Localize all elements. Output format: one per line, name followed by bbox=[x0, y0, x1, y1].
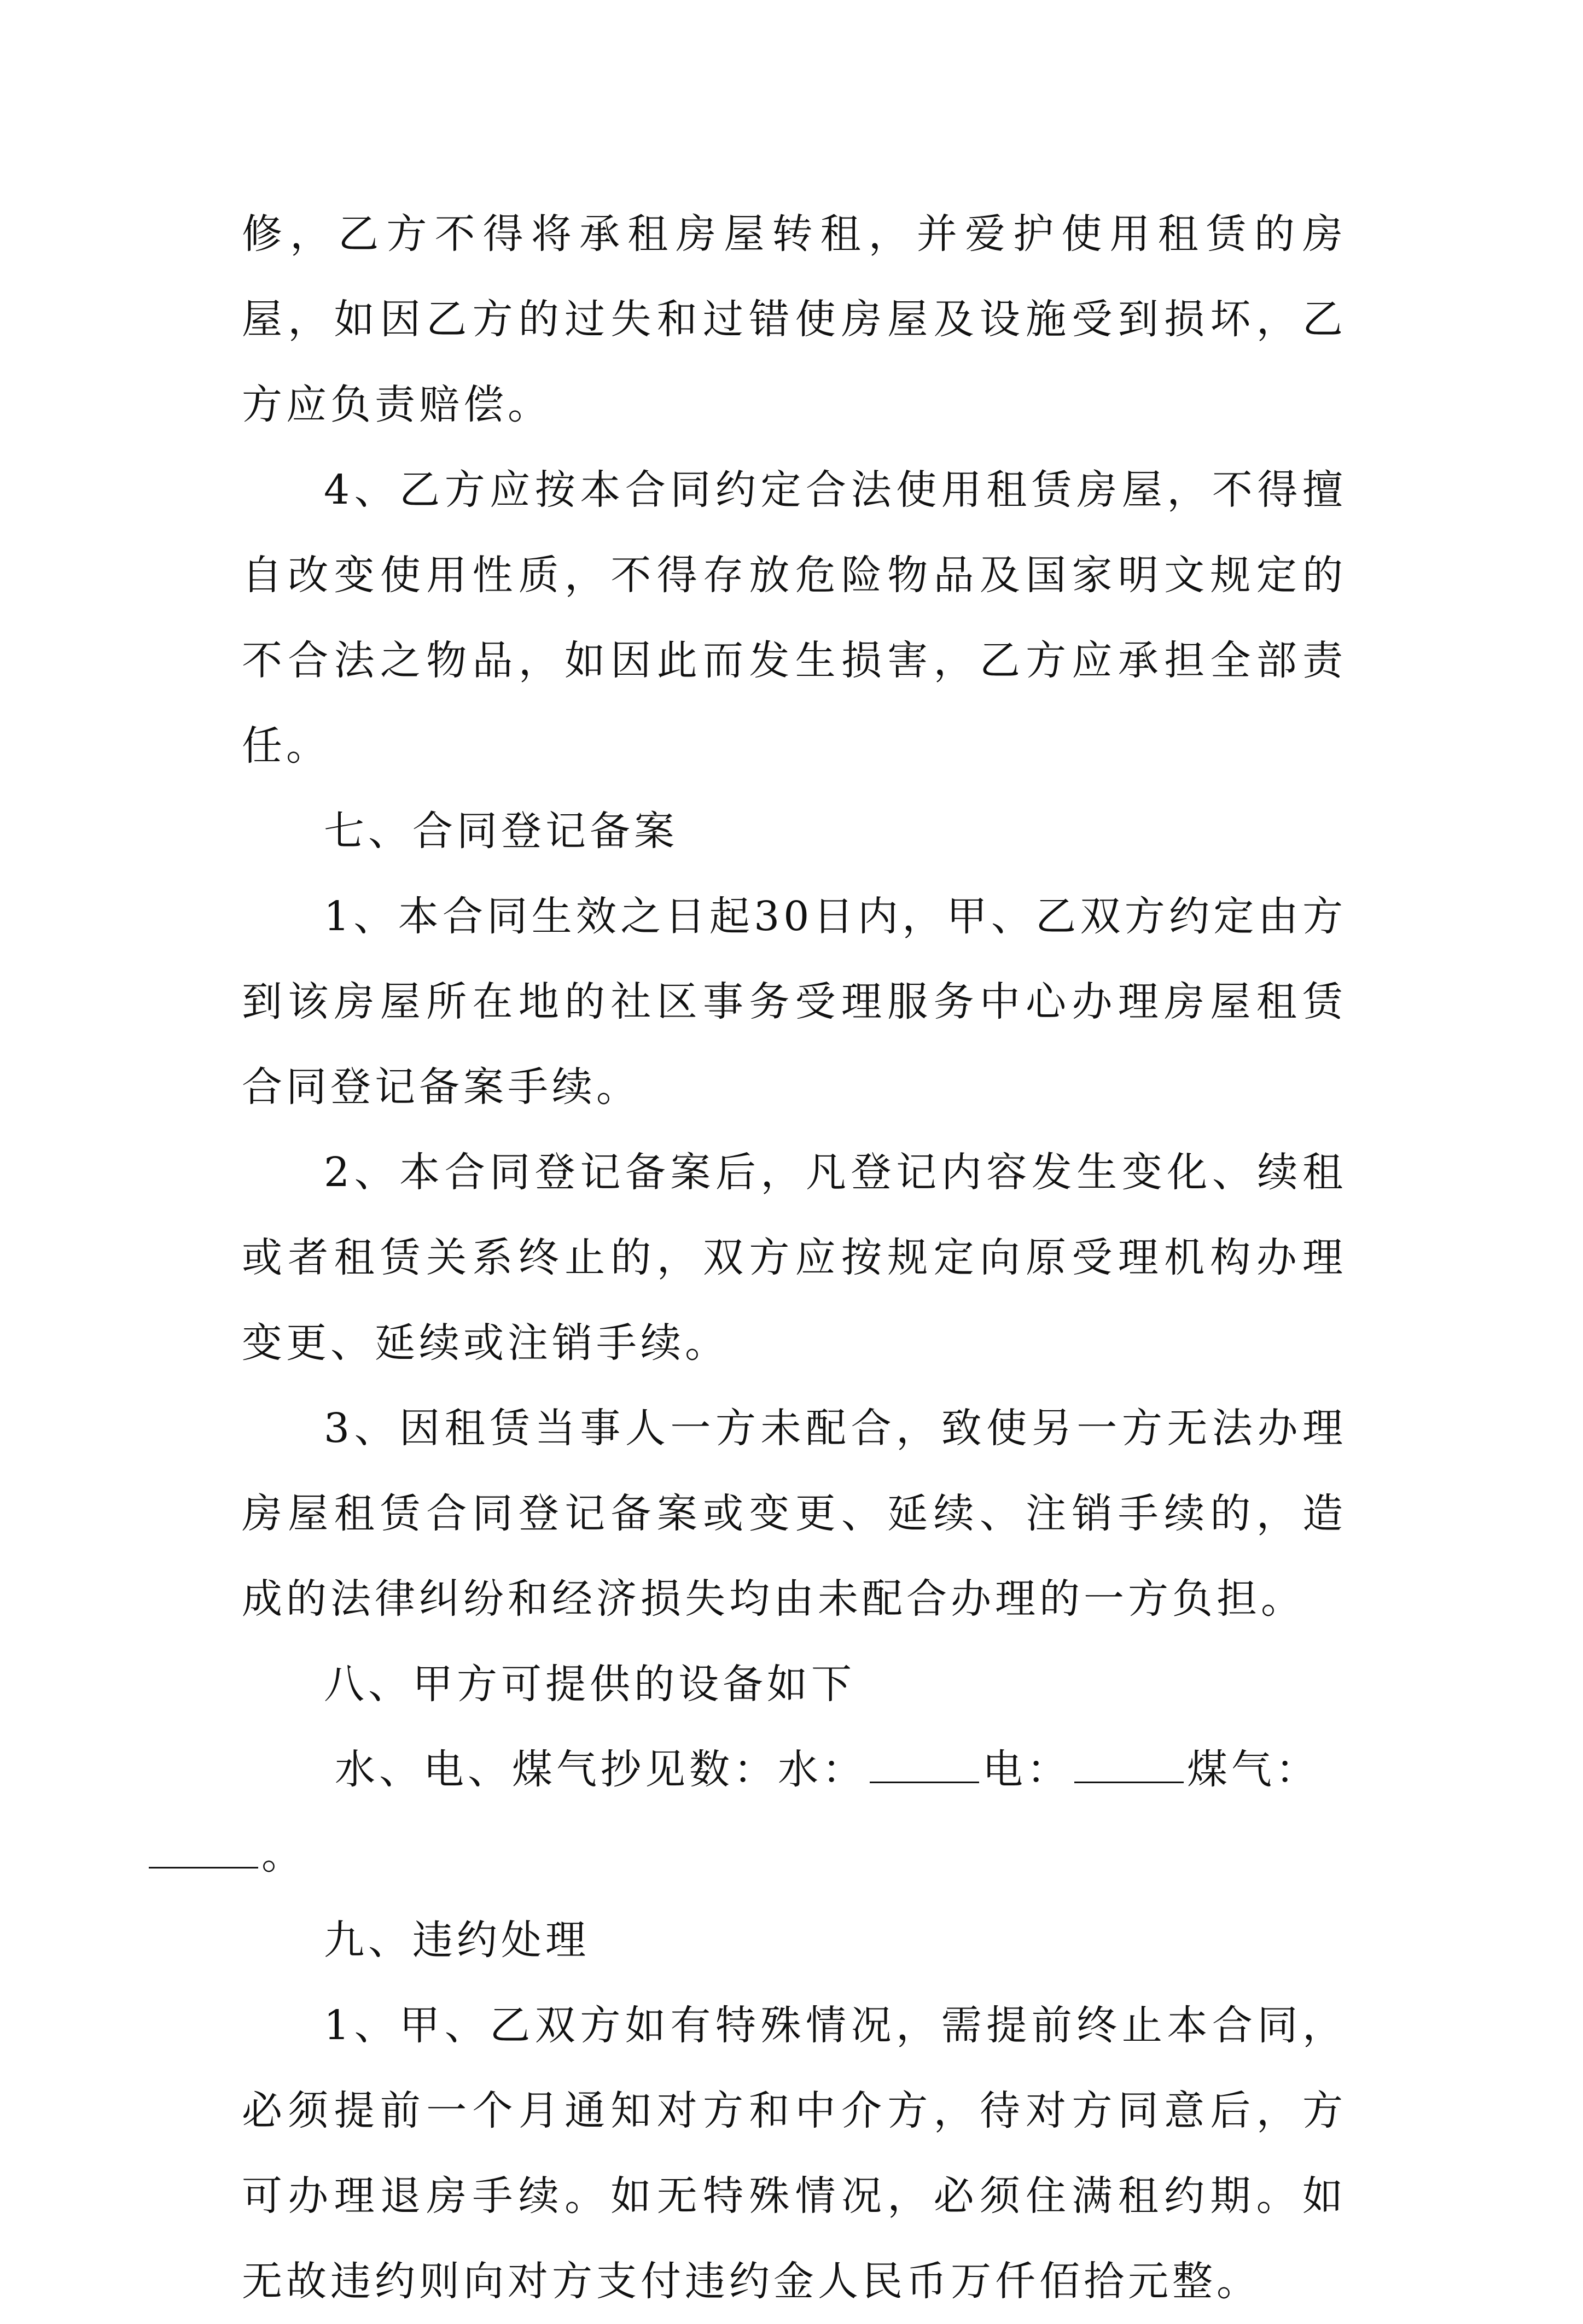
paragraph-breach-1: 1、甲、乙双方如有特殊情况，需提前终止本合同，必须提前一个月通知对方和中介方，待对方同意后，方可办理退房手续。如无特殊情况，必须住满租约期。如无故违约则向对方支付违约金人民币万仟佰拾元整。 bbox=[242, 2002, 1347, 2305]
paragraph-registration-3: 3、因租赁当事人一方未配合，致使另一方无法办理房屋租赁合同登记备案或变更、延续、注销手续的，造成的法律纠纷和经济损失均由未配合办理的一方负担。 bbox=[242, 1405, 1347, 1622]
electric-label: 电： bbox=[982, 1746, 1071, 1793]
gas-reading-blank[interactable] bbox=[149, 1829, 258, 1868]
water-reading-blank[interactable] bbox=[870, 1743, 979, 1783]
section-heading-registration: 七、合同登记备案 bbox=[324, 808, 678, 855]
meter-readings-line bbox=[242, 1727, 1347, 1897]
paragraph-sublet-clause: 修，乙方不得将承租房屋转租，并爱护使用租赁的房屋，如因乙方的过失和过错使房屋及设施受到损坏，乙方应负责赔偿。 bbox=[242, 211, 1347, 428]
paragraph-registration-2: 2、本合同登记备案后，凡登记内容发生变化、续租或者租赁关系终止的，双方应按规定向原受理机构办理变更、延续或注销手续。 bbox=[242, 1149, 1347, 1367]
paragraph-registration-1: 1、本合同生效之日起30日内，甲、乙双方约定由方到该房屋所在地的社区事务受理服务中心办理房屋租赁合同登记备案手续。 bbox=[242, 893, 1347, 1111]
section-heading-breach: 九、违约处理 bbox=[324, 1917, 590, 1964]
meter-lead-text: 水、电、煤气抄见数：水： bbox=[335, 1746, 866, 1793]
document-body bbox=[242, 191, 1347, 2324]
section-heading-equipment: 八、甲方可提供的设备如下 bbox=[324, 1661, 855, 1708]
paragraph-lawful-use: 4、乙方应按本合同约定合法使用租赁房屋，不得擅自改变使用性质，不得存放危险物品及国家明文规定的不合法之物品，如因此而发生损害，乙方应承担全部责任。 bbox=[242, 466, 1347, 769]
meter-line-end: 。 bbox=[261, 1831, 306, 1878]
gas-label: 煤气： bbox=[1187, 1746, 1320, 1793]
electric-reading-blank[interactable] bbox=[1074, 1743, 1184, 1783]
